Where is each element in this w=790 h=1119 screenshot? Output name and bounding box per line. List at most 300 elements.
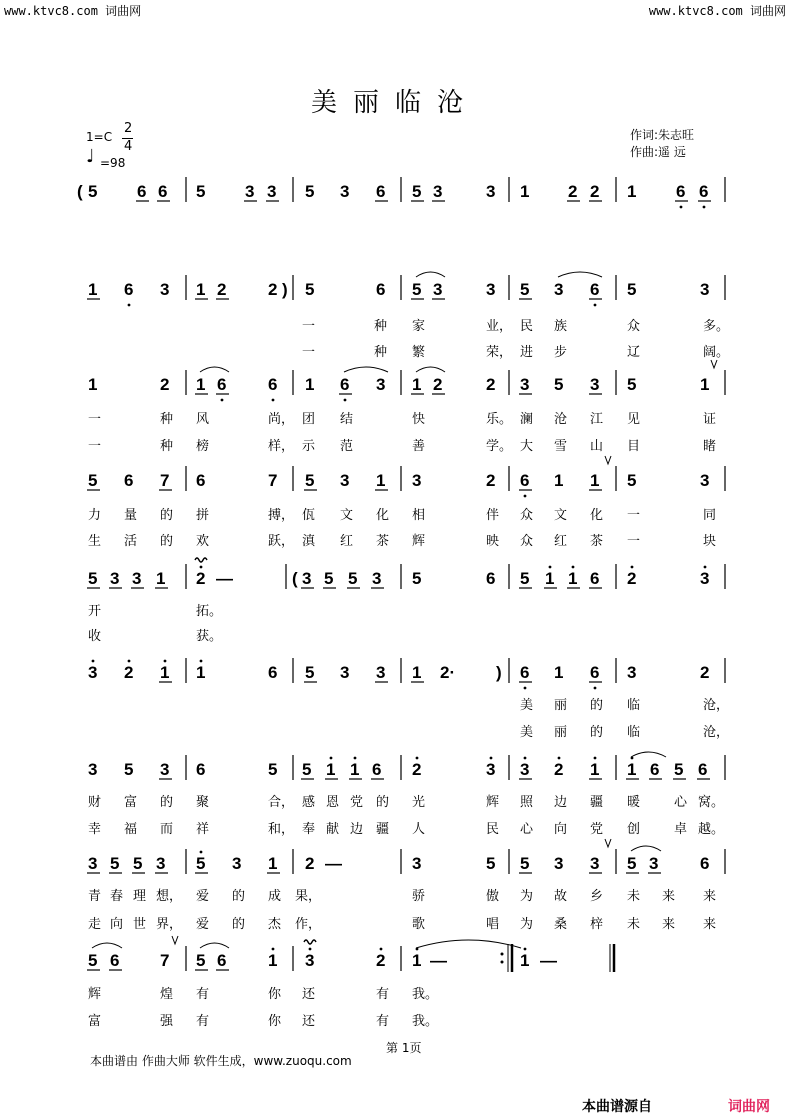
- lyric-char: 的: [232, 917, 246, 932]
- lyric-char: 生: [88, 534, 102, 549]
- lyric-char: 的: [160, 534, 174, 549]
- note: 2: [568, 182, 578, 201]
- tie-arc: [92, 943, 122, 948]
- note: 5: [88, 951, 98, 970]
- lyric-char: 辉: [412, 534, 426, 549]
- lyric-char: 快: [412, 412, 426, 427]
- lyric-char: 为: [520, 889, 534, 904]
- note: 2·: [440, 663, 456, 682]
- low-octave-dot: [594, 304, 597, 307]
- lyric-char: 边: [554, 795, 568, 810]
- lyric-char: 示: [302, 439, 316, 454]
- note: 3: [372, 569, 382, 588]
- high-octave-dot: [524, 757, 527, 760]
- note: 5: [412, 182, 422, 201]
- note: 1: [554, 471, 564, 490]
- note: 6: [158, 182, 168, 201]
- tie-arc: [631, 752, 666, 757]
- lyric-char: 一: [627, 534, 641, 549]
- lyric-char: 种: [374, 345, 388, 360]
- high-octave-dot: [164, 660, 167, 663]
- note: 1: [700, 375, 710, 394]
- note: 1: [554, 663, 564, 682]
- lyric-char: 步: [554, 345, 568, 360]
- header-left[interactable]: www.ktvc8.com 词曲网: [4, 4, 142, 18]
- note: 5: [674, 760, 684, 779]
- note: ): [282, 280, 288, 299]
- note: 5: [627, 471, 637, 490]
- lyric-char: 家: [412, 319, 426, 334]
- lyric-char: 走: [88, 917, 102, 932]
- note: 5: [88, 471, 98, 490]
- note: 1: [160, 663, 170, 682]
- lyric-char: 伴: [486, 508, 500, 523]
- note: 5: [520, 854, 530, 873]
- lyric-char: 感: [302, 795, 316, 810]
- note: 5: [196, 951, 206, 970]
- lyric-char: 丽: [554, 698, 568, 713]
- lyric-char: 我。: [412, 1014, 439, 1029]
- lyric-char: 众: [520, 508, 534, 523]
- lyric-char: 向: [554, 822, 568, 837]
- note: 6: [376, 182, 386, 201]
- note: 1: [520, 182, 530, 201]
- lyric-char: 善: [412, 439, 426, 454]
- note: —: [216, 569, 233, 588]
- lyric-char: 唱: [486, 917, 500, 932]
- lyric-char: 你: [268, 987, 282, 1002]
- lyric-char: 暖: [627, 795, 641, 810]
- note: 5: [196, 182, 206, 201]
- lyric-char: 为: [520, 917, 534, 932]
- note: 1: [376, 471, 386, 490]
- high-octave-dot: [490, 757, 493, 760]
- lyric-char: 一: [302, 319, 316, 334]
- lyric-char: 桑: [554, 917, 568, 932]
- note: —: [325, 854, 342, 873]
- note: 2: [412, 760, 422, 779]
- note: 1: [412, 663, 422, 682]
- low-octave-dot: [128, 304, 131, 307]
- note: 3: [88, 663, 98, 682]
- lyric-char: 佤: [302, 508, 316, 523]
- note: 5: [627, 280, 637, 299]
- lyric-char: 未: [627, 889, 641, 904]
- lyric-char: 傲: [486, 889, 500, 904]
- lyric-char: 有: [196, 1014, 210, 1029]
- trill-mark: [195, 558, 207, 562]
- note: 5: [520, 280, 530, 299]
- breath-mark: [605, 839, 611, 847]
- note: 1: [156, 569, 166, 588]
- lyric-char: 活: [124, 534, 138, 549]
- high-octave-dot: [354, 757, 357, 760]
- note: 5: [305, 280, 315, 299]
- lyric-char: 美: [520, 698, 534, 713]
- lyric-char: 的: [160, 508, 174, 523]
- lyric-char: 沧，: [703, 698, 730, 713]
- note: 7: [268, 471, 278, 490]
- note: 3: [302, 569, 312, 588]
- lyric-char: 证: [703, 412, 717, 427]
- note: 2: [160, 375, 170, 394]
- lyric-char: 和，: [268, 822, 295, 837]
- note: 1: [88, 375, 98, 394]
- lyric-char: 尚，: [268, 412, 295, 427]
- note: 2: [590, 182, 600, 201]
- lyric-char: 富: [88, 1014, 102, 1029]
- lyric-char: 拓。: [196, 604, 223, 619]
- lyric-char: 边: [350, 822, 364, 837]
- low-octave-dot: [594, 687, 597, 690]
- note: 5: [554, 375, 564, 394]
- lyric-char: 界，: [156, 917, 183, 932]
- note: 1: [520, 951, 530, 970]
- lyric-char: 临: [627, 725, 641, 740]
- high-octave-dot: [416, 757, 419, 760]
- source-label: 本曲谱源自: [582, 1099, 652, 1115]
- lyric-char: 目: [627, 439, 641, 454]
- note: 6: [217, 951, 227, 970]
- low-octave-dot: [524, 495, 527, 498]
- note: 2: [433, 375, 443, 394]
- breath-mark: [172, 936, 178, 944]
- high-octave-dot: [594, 757, 597, 760]
- tie-arc: [200, 367, 229, 372]
- note: 3: [340, 471, 350, 490]
- high-octave-dot: [549, 566, 552, 569]
- lyric-char: 欢: [196, 534, 210, 549]
- page-title: 美丽临沧: [310, 88, 479, 118]
- low-octave-dot: [272, 399, 275, 402]
- note: 6: [217, 375, 227, 394]
- lyric-char: 创: [627, 822, 641, 837]
- lyric-char: 成: [268, 889, 282, 904]
- note: 3: [486, 182, 496, 201]
- lyric-char: 同: [703, 508, 717, 523]
- note: 1: [412, 951, 422, 970]
- lyric-char: 故: [554, 889, 568, 904]
- high-octave-dot: [524, 948, 527, 951]
- lyric-char: 来: [662, 889, 676, 904]
- lyric-char: 映: [486, 534, 500, 549]
- lyric-char: 获。: [196, 629, 223, 644]
- lyric-char: 民: [486, 822, 500, 837]
- lyric-char: 献: [326, 822, 340, 837]
- lyric-char: 光: [412, 795, 426, 810]
- lyric-char: 化: [376, 508, 390, 523]
- note: 6: [590, 569, 600, 588]
- lyric-char: 学。: [486, 439, 513, 454]
- trill-mark: [304, 940, 316, 944]
- lyric-char: 山: [590, 439, 604, 454]
- repeat-dot: [501, 961, 504, 964]
- lyricist-credit: 作词:朱志旺: [630, 128, 695, 142]
- lyric-char: 疆: [376, 822, 390, 837]
- lyric-char: 理: [133, 889, 147, 904]
- lyric-char: 来: [703, 889, 717, 904]
- lyric-char: 辽: [627, 345, 641, 360]
- note: 6: [698, 760, 708, 779]
- note: 1: [268, 854, 278, 873]
- note: 5: [268, 760, 278, 779]
- note: 2: [305, 854, 315, 873]
- lyric-char: 有: [376, 1014, 390, 1029]
- lyric-char: 红: [554, 534, 568, 549]
- lyric-char: 一: [88, 412, 102, 427]
- note: 3: [132, 569, 142, 588]
- note: 5: [412, 280, 422, 299]
- note: 1: [196, 280, 206, 299]
- lyric-char: 繁: [412, 345, 426, 360]
- note: 6: [137, 182, 147, 201]
- lyric-char: 有: [196, 987, 210, 1002]
- lyric-char: 美: [520, 725, 534, 740]
- source-logo[interactable]: 词曲网: [728, 1099, 770, 1115]
- lyric-char: 爱: [196, 917, 210, 932]
- tempo: =98: [100, 156, 126, 170]
- lyric-char: 春: [110, 889, 124, 904]
- lyric-char: 江: [590, 412, 604, 427]
- note: 5: [348, 569, 358, 588]
- tie-arc: [416, 940, 521, 948]
- note: 1: [627, 760, 637, 779]
- note: 1: [268, 951, 278, 970]
- note: 1: [88, 280, 98, 299]
- lyric-char: 奉: [302, 822, 316, 837]
- lyric-char: 窝。: [698, 795, 725, 810]
- lyric-char: 有: [376, 987, 390, 1002]
- lyric-char: 而: [160, 822, 174, 837]
- lyric-char: 歌: [412, 917, 426, 932]
- note: 6: [700, 854, 710, 873]
- lyric-char: 风: [196, 412, 210, 427]
- lyric-char: 心: [520, 822, 534, 837]
- note: 5: [110, 854, 120, 873]
- note: 6: [376, 280, 386, 299]
- note: 6: [520, 663, 530, 682]
- note: 6: [650, 760, 660, 779]
- lyric-char: 拼: [196, 508, 210, 523]
- note: 3: [700, 280, 710, 299]
- note: 3: [376, 663, 386, 682]
- note: 2: [554, 760, 564, 779]
- lyric-char: 民: [520, 319, 534, 334]
- lyric-char: 的: [160, 795, 174, 810]
- lyric-char: 化: [590, 508, 604, 523]
- note: 5: [133, 854, 143, 873]
- lyric-char: 幸: [88, 822, 102, 837]
- note: 3: [160, 760, 170, 779]
- note: 1: [305, 375, 315, 394]
- note: 5: [324, 569, 334, 588]
- note: 5: [486, 854, 496, 873]
- lyric-char: 收: [88, 629, 102, 644]
- lyric-char: 煌: [160, 987, 174, 1002]
- lyric-char: 乡: [590, 889, 604, 904]
- note: 6: [520, 471, 530, 490]
- lyric-char: 睹: [703, 439, 717, 454]
- lyric-char: 力: [88, 508, 102, 523]
- lyric-char: 样，: [268, 439, 295, 454]
- high-octave-dot: [200, 566, 203, 569]
- lyric-char: 搏，: [268, 508, 295, 523]
- note: 5: [305, 663, 315, 682]
- note: ): [496, 663, 502, 682]
- lyric-char: 富: [124, 795, 138, 810]
- lyric-char: 的: [232, 889, 246, 904]
- note: 5: [305, 182, 315, 201]
- note: 3: [520, 375, 530, 394]
- tie-arc: [558, 272, 602, 277]
- composer-credit: 作曲:遥 远: [630, 145, 686, 159]
- lyric-char: 果，: [295, 889, 322, 904]
- lyric-char: 滇: [302, 534, 316, 549]
- lyric-char: 还: [302, 987, 316, 1002]
- note: 3: [88, 760, 98, 779]
- header-right[interactable]: www.ktvc8.com 词曲网: [648, 4, 786, 18]
- high-octave-dot: [704, 566, 707, 569]
- time-signature-numerator: 2: [124, 121, 133, 136]
- note: 2: [486, 375, 496, 394]
- note: 3: [267, 182, 277, 201]
- lyric-char: 青: [88, 889, 102, 904]
- lyric-char: 辉: [88, 987, 102, 1002]
- high-octave-dot: [128, 660, 131, 663]
- note: 5: [196, 854, 206, 873]
- note: 5: [412, 569, 422, 588]
- lyric-char: 心: [674, 795, 688, 810]
- note: 2: [700, 663, 710, 682]
- note: 5: [627, 375, 637, 394]
- tie-arc: [200, 943, 229, 948]
- lyric-char: 进: [520, 345, 534, 360]
- lyric-char: 还: [302, 1014, 316, 1029]
- lyric-char: 强: [160, 1014, 174, 1029]
- note: (: [292, 569, 298, 588]
- note: 3: [433, 280, 443, 299]
- lyric-char: 向: [110, 917, 124, 932]
- note: 3: [627, 663, 637, 682]
- lyric-char: 祥: [196, 822, 210, 837]
- note: 2: [268, 280, 278, 299]
- tie-arc: [344, 367, 388, 372]
- lyric-char: 来: [703, 917, 717, 932]
- note: 3: [486, 280, 496, 299]
- time-signature-denominator: 4: [124, 139, 133, 154]
- note: 3: [554, 280, 564, 299]
- lyric-char: 临: [627, 698, 641, 713]
- note: 5: [124, 760, 134, 779]
- lyric-char: 你: [268, 1014, 282, 1029]
- note: 3: [433, 182, 443, 201]
- note: 1: [326, 760, 336, 779]
- note: 6: [699, 182, 709, 201]
- note: 5: [88, 569, 98, 588]
- high-octave-dot: [380, 948, 383, 951]
- lyric-char: 照: [520, 795, 534, 810]
- note: 1: [350, 760, 360, 779]
- note: 1: [412, 375, 422, 394]
- note: 5: [627, 854, 637, 873]
- note: 1: [196, 663, 206, 682]
- breath-mark: [605, 456, 611, 464]
- high-octave-dot: [558, 757, 561, 760]
- lyric-char: 沧，: [703, 725, 730, 740]
- note: 3: [160, 280, 170, 299]
- note: 6: [486, 569, 496, 588]
- low-octave-dot: [680, 206, 683, 209]
- note: 7: [160, 951, 170, 970]
- note: 3: [340, 663, 350, 682]
- lyric-char: 杰: [268, 917, 282, 932]
- lyric-char: 大: [520, 439, 534, 454]
- lyric-char: 辉: [486, 795, 500, 810]
- note: (: [77, 182, 83, 201]
- note: 6: [340, 375, 350, 394]
- lyric-char: 众: [627, 319, 641, 334]
- note: 6: [124, 471, 134, 490]
- note: 6: [676, 182, 686, 201]
- repeat-dot: [501, 953, 504, 956]
- breath-mark: [711, 360, 717, 368]
- lyric-char: 疆: [590, 795, 604, 810]
- note: 7: [160, 471, 170, 490]
- note: 1: [568, 569, 578, 588]
- lyric-char: 沧: [554, 412, 568, 427]
- lyric-char: 红: [340, 534, 354, 549]
- lyric-char: 未: [627, 917, 641, 932]
- lyric-char: 雪: [554, 439, 568, 454]
- lyric-char: 恩: [326, 795, 340, 810]
- lyric-char: 茶: [590, 534, 604, 549]
- lyric-char: 见: [627, 412, 641, 427]
- quarter-note-icon: ♩: [86, 146, 95, 167]
- low-octave-dot: [344, 399, 347, 402]
- lyric-char: 的: [590, 725, 604, 740]
- lyric-char: 聚: [196, 795, 210, 810]
- note: 5: [88, 182, 98, 201]
- tie-arc: [631, 846, 661, 851]
- lyric-char: 合，: [268, 795, 295, 810]
- note: 3: [156, 854, 166, 873]
- lyric-char: 的: [590, 698, 604, 713]
- lyric-char: 澜: [520, 412, 534, 427]
- note: 3: [700, 471, 710, 490]
- note: 6: [124, 280, 134, 299]
- lyric-char: 骄: [412, 889, 426, 904]
- high-octave-dot: [272, 948, 275, 951]
- note: 2: [217, 280, 227, 299]
- lyric-char: 阔。: [703, 345, 730, 360]
- lyric-char: 丽: [554, 725, 568, 740]
- high-octave-dot: [309, 948, 312, 951]
- note: 3: [590, 375, 600, 394]
- note: —: [540, 951, 557, 970]
- page-number: 第 1页: [386, 1041, 422, 1055]
- tie-arc: [416, 272, 445, 277]
- note: 2: [376, 951, 386, 970]
- lyric-char: 来: [662, 917, 676, 932]
- note: 2: [486, 471, 496, 490]
- note: 3: [88, 854, 98, 873]
- lyric-char: 财: [88, 795, 102, 810]
- lyric-char: 团: [302, 412, 316, 427]
- lyric-char: 的: [376, 795, 390, 810]
- note: 3: [340, 182, 350, 201]
- lyric-char: 一: [88, 439, 102, 454]
- lyric-char: 乐。: [486, 412, 513, 427]
